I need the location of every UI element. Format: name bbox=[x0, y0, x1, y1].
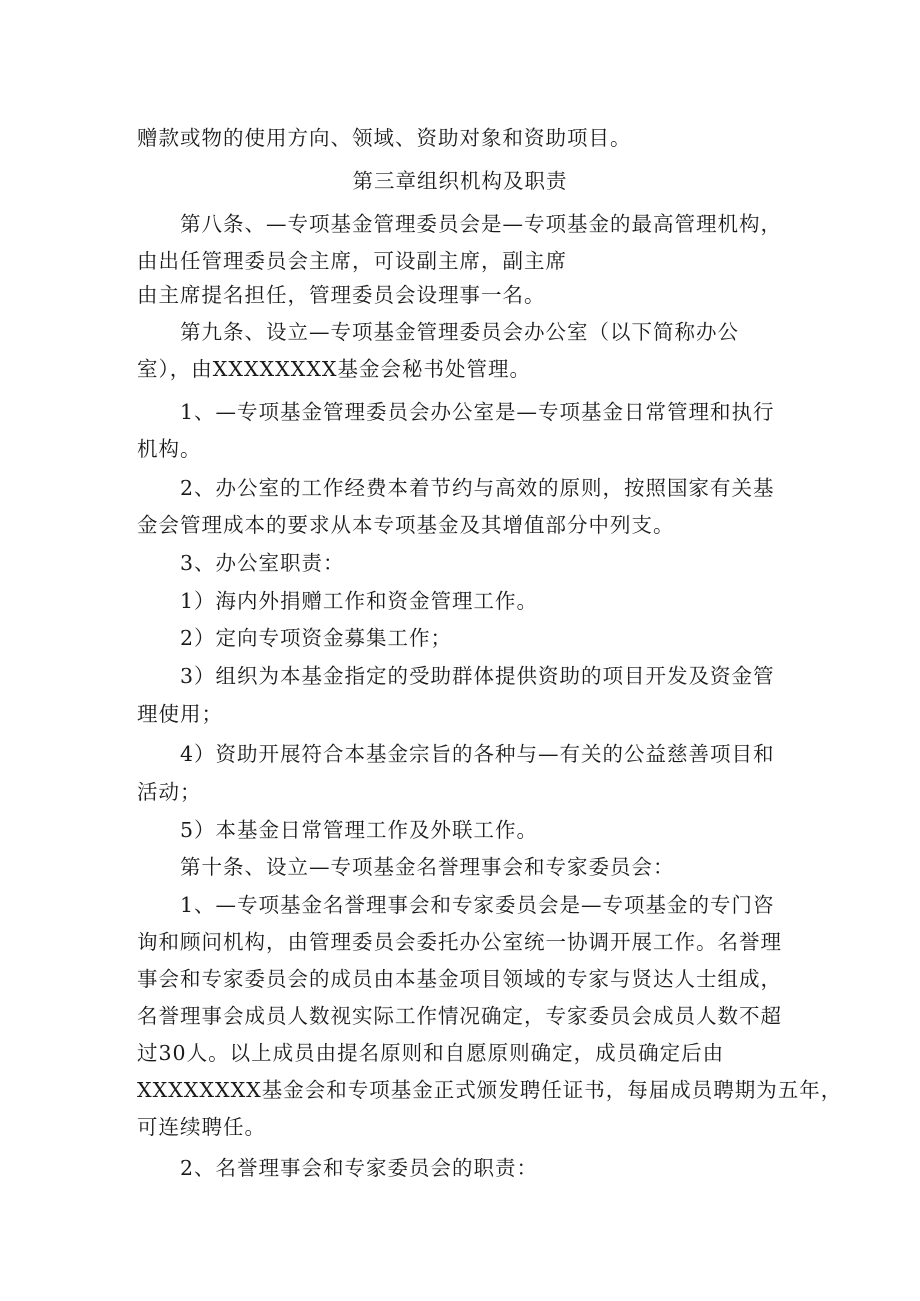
article-10-item-1-line-3: 事会和专家委员会的成员由本基金项目领域的专家与贤达人士组成， bbox=[137, 967, 782, 991]
item-3-heading: 3、办公室职责： bbox=[180, 551, 345, 575]
article-8-line-2: 由出任管理委员会主席，可设副主席，副主席 bbox=[137, 249, 567, 273]
article-10-item-1-line-5: 过30人。以上成员由提名原则和自愿原则确定，成员确定后由 bbox=[137, 1041, 725, 1065]
article-9-line-1: 第九条、设立—专项基金管理委员会办公室（以下简称办公 bbox=[180, 320, 739, 344]
article-10-item-1-line-6: XXXXXXXX基金会和专项基金正式颁发聘任证书，每届成员聘期为五年， bbox=[137, 1078, 843, 1102]
article-9-line-2: 室），由XXXXXXXX基金会秘书处管理。 bbox=[137, 357, 532, 381]
duty-1: 1）海内外捐赠工作和资金管理工作。 bbox=[180, 589, 539, 613]
chapter-heading: 第三章组织机构及职责 bbox=[352, 169, 568, 193]
article-10-item-2: 2、名誉理事会和专家委员会的职责： bbox=[180, 1156, 539, 1180]
duty-2: 2）定向专项资金募集工作； bbox=[180, 626, 453, 650]
duty-4-line-2: 活动； bbox=[137, 780, 202, 804]
item-2-line-2: 金会管理成本的要求从本专项基金及其增值部分中列支。 bbox=[137, 513, 675, 537]
article-10-item-1-line-7: 可连续聘任。 bbox=[137, 1115, 266, 1139]
duty-3-line-2: 理使用； bbox=[137, 702, 223, 726]
article-8-line-3: 由主席提名担任，管理委员会设理事一名。 bbox=[137, 283, 546, 307]
article-10-item-1-line-4: 名誉理事会成员人数视实际工作情况确定，专家委员会成员人数不超 bbox=[137, 1004, 782, 1028]
item-2-line-1: 2、办公室的工作经费本着节约与高效的原则，按照国家有关基 bbox=[180, 476, 775, 500]
duty-4-line-1: 4）资助开展符合本基金宗旨的各种与—有关的公益慈善项目和 bbox=[180, 742, 775, 766]
paragraph-line: 赠款或物的使用方向、领域、资助对象和资助项目。 bbox=[137, 126, 632, 150]
duty-3-line-1: 3）组织为本基金指定的受助群体提供资助的项目开发及资金管 bbox=[180, 664, 775, 688]
item-1-line-1: 1、—专项基金管理委员会办公室是—专项基金日常管理和执行 bbox=[180, 400, 775, 424]
article-10-item-1-line-2: 询和顾问机构，由管理委员会委托办公室统一协调开展工作。名誉理 bbox=[137, 930, 782, 954]
item-1-line-2: 机构。 bbox=[137, 437, 202, 461]
article-10-item-1-line-1: 1、—专项基金名誉理事会和专家委员会是—专项基金的专门咨 bbox=[180, 893, 775, 917]
article-10-heading: 第十条、设立—专项基金名誉理事会和专家委员会： bbox=[180, 855, 675, 879]
article-8-line-1: 第八条、—专项基金管理委员会是—专项基金的最高管理机构， bbox=[180, 212, 782, 236]
duty-5: 5）本基金日常管理工作及外联工作。 bbox=[180, 818, 539, 842]
